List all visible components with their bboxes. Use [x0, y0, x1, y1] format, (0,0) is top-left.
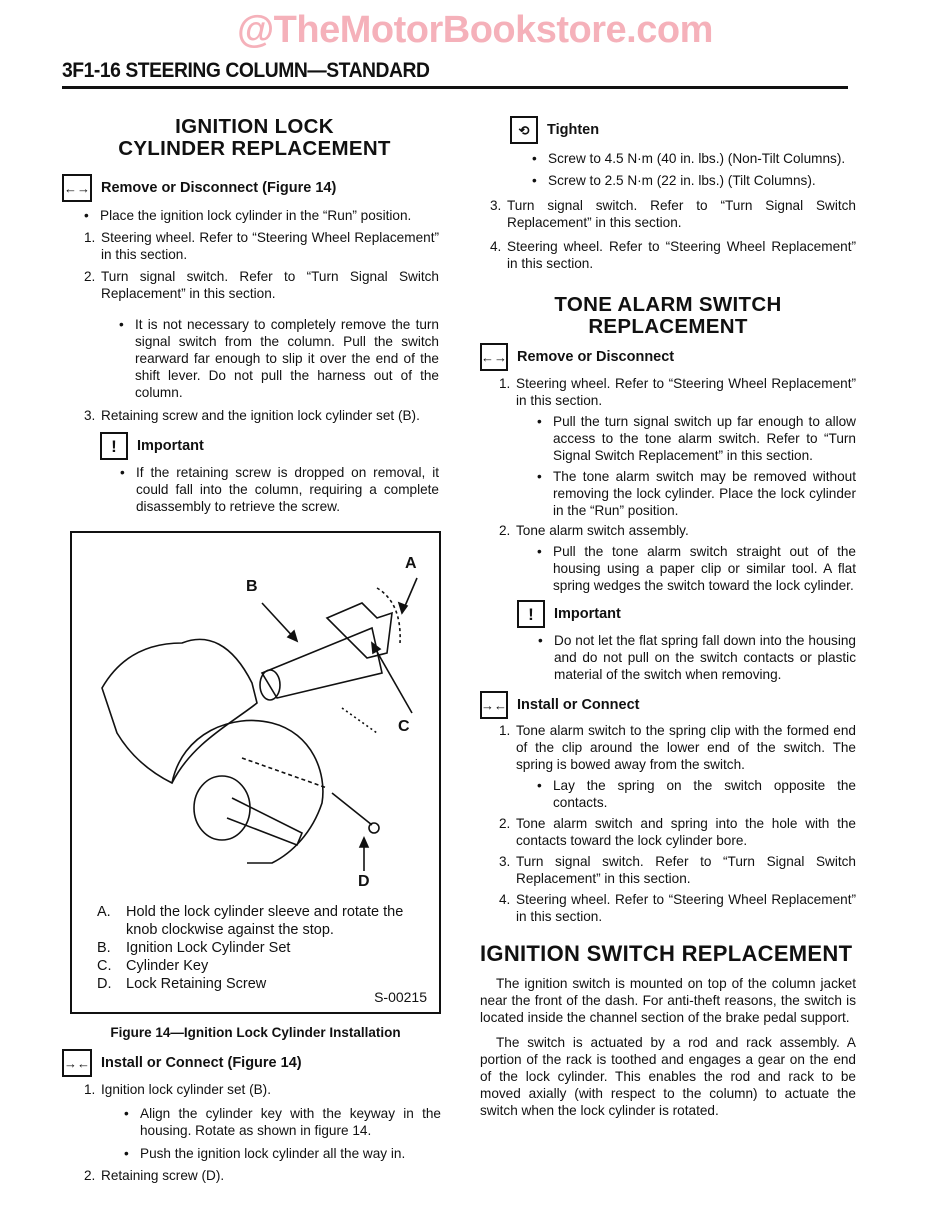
tighten-heading [510, 116, 856, 144]
step-number: 2. [499, 523, 511, 538]
legend-item [97, 957, 432, 975]
step-2 [84, 1167, 441, 1184]
watermark: @TheMotorBookstore.com [237, 9, 713, 51]
step-text: Turn signal switch. Refer to “Turn Signal Switch Replacement” in this section. [516, 854, 856, 886]
right-column [480, 116, 856, 1119]
left-column [62, 116, 447, 1184]
step-1 [84, 1081, 441, 1098]
step-text: Retaining screw (D). [101, 1168, 225, 1183]
title-line: REPLACEMENT [588, 315, 748, 338]
paragraph: The switch is actuated by a rod and rack assembly. A portion of the rack is toothed and engages a gear on the end of the lock cylinder. This enables the rod and rack to be moved axially (with respect to the column) to actuate the switch when the lock cylinder is rotated. [480, 1035, 856, 1118]
figure-caption: Figure 14—Ignition Lock Cylinder Installation [110, 1025, 401, 1040]
tighten-steps [490, 150, 856, 272]
step-number: 3. [499, 854, 511, 869]
install-heading [62, 1049, 447, 1077]
legend-text: Cylinder Key [126, 958, 209, 974]
bullet-item: • The tone alarm switch may be removed without removing the lock cylinder. Place the lock cylinder in the “Run” position. [537, 468, 856, 519]
exclamation-icon: ! [517, 600, 545, 628]
step-number: 1. [84, 1082, 96, 1097]
step-3 [499, 853, 856, 887]
paragraph: The ignition switch is mounted on top of the column jacket near the front of the dash. For anti-theft reasons, the switch is located inside the channel section of the brake pedal support. [480, 976, 856, 1025]
step-number: 3. [490, 198, 502, 213]
step-text: Steering wheel. Refer to “Steering Wheel Replacement” in this section. [516, 376, 856, 408]
step-number: 1. [84, 230, 96, 245]
step-4 [490, 238, 856, 272]
bullet-item: • Pull the turn signal switch up far enough to allow access to the tone alarm switch. Refer to “Turn Signal Switch Replacement” in this section. [537, 413, 856, 464]
bullet-item: • Screw to 2.5 N·m (22 in. lbs.) (Tilt Columns). [532, 172, 856, 189]
title-line: TONE ALARM SWITCH [554, 293, 782, 316]
callout-c: C [398, 718, 410, 735]
step-text: Steering wheel. Refer to “Steering Wheel Replacement” in this section. [101, 230, 439, 262]
step-text: Steering wheel. Refer to “Steering Wheel Replacement” in this section. [507, 239, 856, 271]
ignition-switch-description [480, 975, 856, 1119]
step-text: Tone alarm switch to the spring clip with the formed end of the clip around the lower end of the switch. The spring is bowed away from the switch. [516, 723, 856, 772]
figure-14 [70, 531, 441, 1014]
legend-key: C. [97, 958, 112, 974]
step-text: Turn signal switch. Refer to “Turn Signal Switch Replacement” in this section. [101, 269, 439, 301]
legend-key: A. [97, 904, 111, 920]
remove-steps [84, 207, 439, 424]
legend-text: Hold the lock cylinder sleeve and rotate the knob clockwise against the stop. [126, 904, 404, 938]
step-text: Ignition lock cylinder set (B). [101, 1082, 271, 1097]
step-1 [499, 722, 856, 773]
bullet-item: • Align the cylinder key with the keyway in the housing. Rotate as shown in figure 14. [124, 1105, 441, 1139]
legend-text: Lock Retaining Screw [126, 976, 267, 992]
figure-legend [97, 903, 432, 993]
tone-install-steps [499, 722, 856, 925]
step-text: Tone alarm switch assembly. [516, 523, 689, 538]
section-title-tone-alarm [480, 294, 856, 338]
step-4 [499, 891, 856, 925]
tighten-label: Tighten [547, 121, 600, 138]
remove-label: Remove or Disconnect (Figure 14) [101, 179, 337, 196]
remove-label: Remove or Disconnect [517, 348, 675, 365]
step-number: 2. [84, 1168, 96, 1183]
remove-arrows-icon: ←→ [62, 174, 92, 202]
remove-heading [480, 343, 856, 371]
bullet-item: • Place the ignition lock cylinder in the “Run” position. [84, 207, 439, 224]
step-2 [499, 815, 856, 849]
step-number: 1. [499, 723, 511, 738]
bullet-item: • It is not necessary to completely remove the turn signal switch from the column. Pull the switch rearward far enough to slip it over the end of the shift lever. Do not pull the harness out of the column. [119, 316, 439, 401]
install-label: Install or Connect (Figure 14) [101, 1054, 302, 1071]
figure-code: S-00215 [374, 989, 427, 1005]
step-3 [490, 197, 856, 231]
important-bullet: • Do not let the flat spring fall down into the housing and do not pull on the switch contacts or plastic material of the switch when removing. [538, 632, 856, 683]
step-number: 1. [499, 376, 511, 391]
step-text: Turn signal switch. Refer to “Turn Signal Switch Replacement” in this section. [507, 198, 856, 230]
step-3 [84, 407, 439, 424]
page-header-title: 3F1-16 STEERING COLUMN—STANDARD [62, 59, 430, 82]
callout-a: A [405, 555, 417, 572]
install-heading [480, 691, 856, 719]
step-1 [84, 229, 439, 263]
exclamation-icon: ! [100, 432, 128, 460]
step-number: 4. [499, 892, 511, 907]
install-arrows-icon: →← [62, 1049, 92, 1077]
bullet-item: • Lay the spring on the switch opposite the contacts. [537, 777, 856, 811]
step-number: 2. [84, 269, 96, 284]
bullet-item: • Screw to 4.5 N·m (40 in. lbs.) (Non-Tilt Columns). [532, 150, 856, 167]
bullet-item: • Push the ignition lock cylinder all the way in. [124, 1145, 441, 1162]
step-number: 2. [499, 816, 511, 831]
header-rule [62, 86, 848, 89]
bullet-item: • Pull the tone alarm switch straight out of the housing using a paper clip or similar tool. A flat spring wedges the switch toward the lock cylinder. [537, 543, 856, 594]
step-2 [499, 522, 856, 539]
title-line: IGNITION LOCK [175, 115, 334, 138]
step-text: Steering wheel. Refer to “Steering Wheel Replacement” in this section. [516, 892, 856, 924]
section-title-ignition-switch: IGNITION SWITCH REPLACEMENT [480, 941, 853, 966]
legend-item [97, 939, 432, 957]
wrench-tighten-icon: ⟲ [510, 116, 538, 144]
install-label: Install or Connect [517, 696, 640, 713]
legend-key: B. [97, 940, 111, 956]
important-bullet: • If the retaining screw is dropped on removal, it could fall into the column, requiring a complete disassembly to retrieve the screw. [120, 464, 439, 515]
important-heading [517, 600, 856, 628]
step-number: 3. [84, 408, 96, 423]
install-steps [84, 1081, 441, 1184]
important-label: Important [137, 437, 204, 454]
legend-key: D. [97, 976, 112, 992]
step-text: Tone alarm switch and spring into the hole with the contacts toward the lock cylinder bore. [516, 816, 856, 848]
remove-arrows-icon: ←→ [480, 343, 508, 371]
step-1 [499, 375, 856, 409]
step-2 [84, 268, 439, 302]
important-label: Important [554, 605, 621, 622]
callout-d: D [358, 873, 370, 890]
remove-heading [62, 174, 447, 202]
section-title-ignition-lock [62, 116, 447, 160]
important-heading [100, 432, 447, 460]
step-text: Retaining screw and the ignition lock cylinder set (B). [101, 408, 420, 423]
install-arrows-icon: →← [480, 691, 508, 719]
title-line: CYLINDER REPLACEMENT [118, 137, 391, 160]
tone-remove-steps [499, 375, 856, 594]
callout-b: B [246, 578, 258, 595]
legend-item [97, 903, 432, 939]
step-number: 4. [490, 239, 502, 254]
legend-text: Ignition Lock Cylinder Set [126, 940, 291, 956]
